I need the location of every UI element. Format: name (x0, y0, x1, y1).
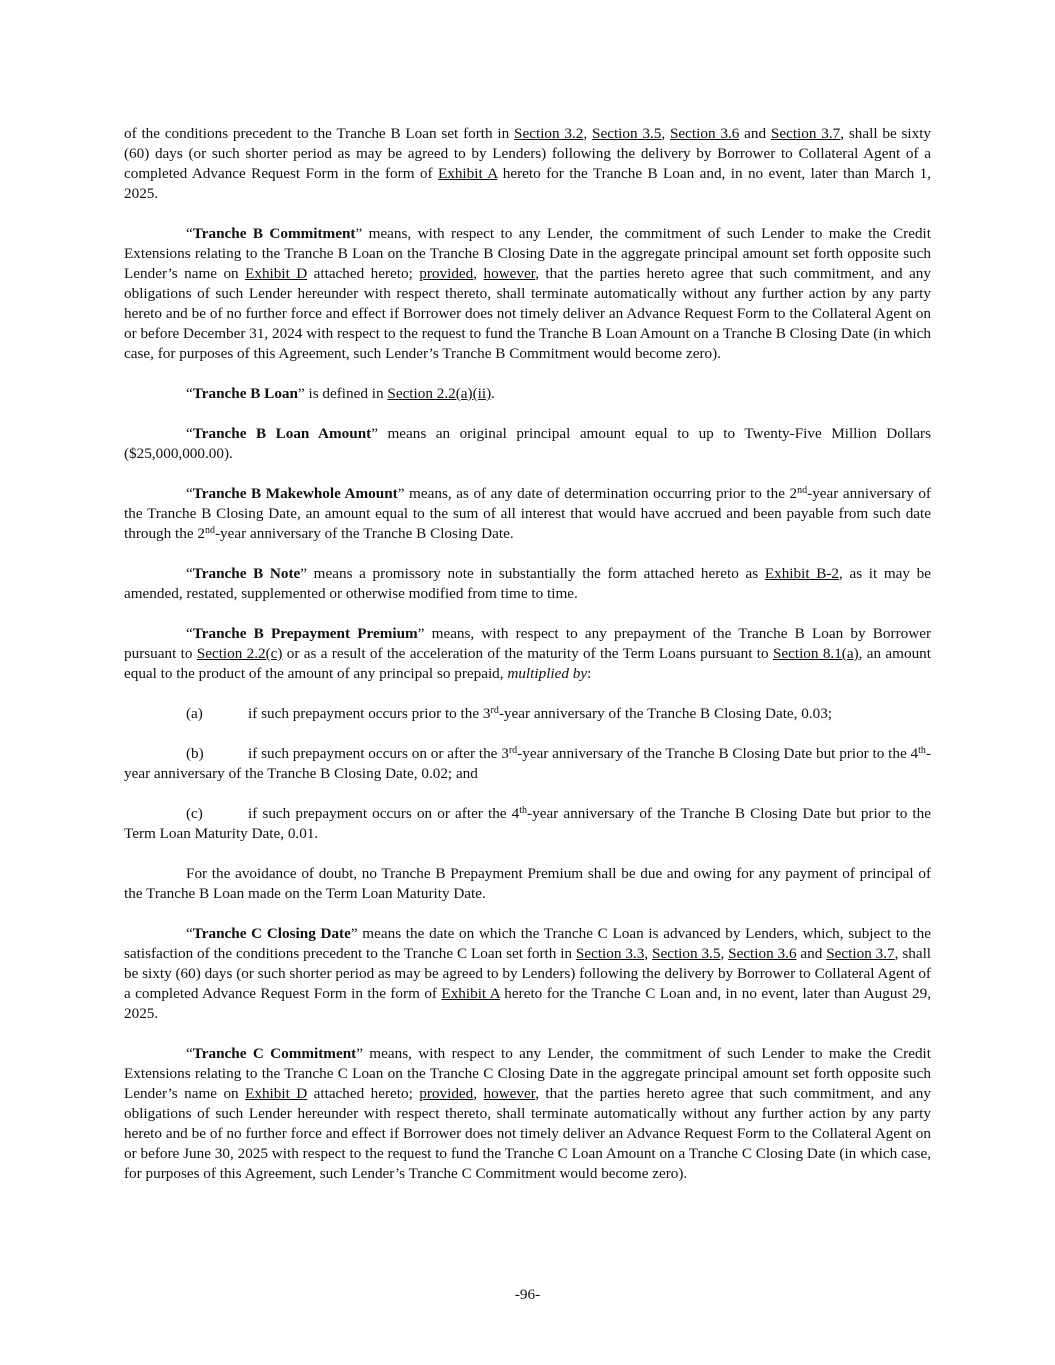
section-3-7-ref: Section 3.7 (826, 945, 895, 962)
section-8-1-a-ref: Section 8.1(a) (772, 645, 859, 662)
section-3-5-ref: Section 3.5 (652, 945, 721, 962)
defined-term: Tranche B Prepayment Premium (192, 625, 418, 642)
section-3-2-ref: Section 3.2 (514, 125, 584, 142)
paragraph-tranche-b-closing-date-cont: of the conditions precedent to the Tranche B Loan set forth in Section 3.2, Section 3.5, Section 3.6 and Section 3.7, shall be sixty (60) days (or such shorter period as may be agreed to by Lenders) following the delivery by Borrower to Collateral Agent of a completed Advance Request Form in the form of Exhibit A hereto for the Tranche B Loan and, in no event, later than March 1, 2025. (124, 125, 932, 202)
page-number: -96- (514, 1286, 541, 1303)
definition-tranche-b-prepayment-premium: “Tranche B Prepayment Premium” means, with respect to any prepayment of the Tranche B Loan by Borrower pursuant to Section 2.2(c) or as a result of the acceleration of the maturity of the Term Loans pursuant to Section 8.1(a), an amount equal to the product of the amount of any principal so prepaid, multiplied by: (124, 625, 932, 682)
section-3-7-ref: Section 3.7 (770, 125, 841, 142)
exhibit-d-ref: Exhibit D (245, 1085, 308, 1102)
clause-c: (c) if such prepayment occurs on or after the 4th-year anniversary of the Tranche B Closing Date but prior to the Term Loan Maturity Date, 0.01. (124, 805, 931, 842)
defined-term: Tranche C Closing Date (192, 925, 351, 942)
document-page (124, 124, 931, 1204)
clause-label: (a) (186, 705, 203, 722)
exhibit-a-ref: Exhibit A (441, 985, 500, 1002)
section-2-2-c-ref: Section 2.2(c) (196, 645, 283, 662)
section-3-3-ref: Section 3.3 (575, 945, 645, 962)
definition-tranche-b-loan: “Tranche B Loan” is defined in Section 2.2(a)(ii). (186, 385, 495, 402)
exhibit-a-ref: Exhibit A (437, 165, 498, 182)
defined-term: Tranche B Makewhole Amount (192, 485, 398, 502)
definition-tranche-c-commitment: “Tranche C Commitment” means, with respect to any Lender, the commitment of such Lender to make the Credit Extensions relating to the Tranche C Loan on the Tranche C Closing Date in the aggregate principal amount set forth opposite such Lender’s name on Exhibit D attached hereto; provided, however, that the parties hereto agree that such commitment, and any obligations of such Lender hereunder with respect thereto, shall terminate automatically without any further action by any party hereto and be of no further force and effect if Borrower does not timely deliver an Advance Request Form to the Collateral Agent on or before June 30, 2025 with respect to the request to fund the Tranche C Loan Amount on a Tranche C Closing Date (in which case, for purposes of this Agreement, such Lender’s Tranche C Commitment would become zero). (124, 1045, 932, 1182)
defined-term: Tranche B Loan (192, 385, 298, 402)
exhibit-d-ref: Exhibit D (245, 265, 308, 282)
definition-tranche-b-note: “Tranche B Note” means a promissory note in substantially the form attached hereto as Exhibit B-2, as it may be amended, restated, supplemented or otherwise modified from time to time. (124, 565, 932, 602)
section-3-6-ref: Section 3.6 (728, 945, 797, 962)
section-3-6-ref: Section 3.6 (669, 125, 740, 142)
definition-tranche-b-commitment: “Tranche B Commitment” means, with respect to any Lender, the commitment of such Lender to make the Credit Extensions relating to the Tranche B Loan on the Tranche B Closing Date in the aggregate principal amount set forth opposite such Lender’s name on Exhibit D attached hereto; provided, however, that the parties hereto agree that such commitment, and any obligations of such Lender hereunder with respect thereto, shall terminate automatically without any further action by any party hereto and be of no further force and effect if Borrower does not timely deliver an Advance Request Form to the Collateral Agent on or before December 31, 2024 with respect to the request to fund the Tranche B Loan Amount on a Tranche B Closing Date (in which case, for purposes of this Agreement, such Lender’s Tranche B Commitment would become zero). (124, 225, 931, 362)
section-3-5-ref: Section 3.5 (592, 125, 662, 142)
clause-b: (b) if such prepayment occurs on or after the 3rd-year anniversary of the Tranche B Closing Date but prior to the 4th-year anniversary of the Tranche B Closing Date, 0.02; and (124, 745, 931, 782)
clause-a: (a) if such prepayment occurs prior to the 3rd-year anniversary of the Tranche B Closing Date, 0.03; (186, 705, 833, 722)
defined-term: Tranche C Commitment (192, 1045, 357, 1062)
definition-tranche-b-makewhole-amount: “Tranche B Makewhole Amount” means, as of any date of determination occurring prior to the 2nd-year anniversary of the Tranche B Closing Date, an amount equal to the sum of all interest that would have accrued and been payable from such date through the 2nd-year anniversary of the Tranche B Closing Date. (124, 485, 931, 542)
section-2-2-a-ii-ref: Section 2.2(a)(ii) (387, 385, 492, 402)
exhibit-b-2-ref: Exhibit B-2 (764, 565, 839, 582)
definition-tranche-b-loan-amount: “Tranche B Loan Amount” means an original principal amount equal to up to Twenty-Five Million Dollars ($25,000,000.00). (124, 425, 931, 462)
defined-term: Tranche B Note (192, 565, 301, 582)
definition-tranche-c-closing-date: “Tranche C Closing Date” means the date on which the Tranche C Loan is advanced by Lenders, which, subject to the satisfaction of the conditions precedent to the Tranche C Loan set forth in Section 3.3, Section 3.5, Section 3.6 and Section 3.7, shall be sixty (60) days (or such shorter period as may be agreed to by Lenders) following the delivery by Borrower to Collateral Agent of a completed Advance Request Form in the form of Exhibit A hereto for the Tranche C Loan and, in no event, later than August 29, 2025. (124, 925, 932, 1022)
defined-term: Tranche B Loan Amount (192, 425, 372, 442)
clause-label: (b) (186, 745, 204, 762)
avoidance-of-doubt-paragraph: For the avoidance of doubt, no Tranche B Prepayment Premium shall be due and owing for any payment of principal of the Tranche B Loan made on the Term Loan Maturity Date. (124, 865, 931, 902)
defined-term: Tranche B Commitment (192, 225, 356, 242)
clause-label: (c) (186, 805, 203, 822)
